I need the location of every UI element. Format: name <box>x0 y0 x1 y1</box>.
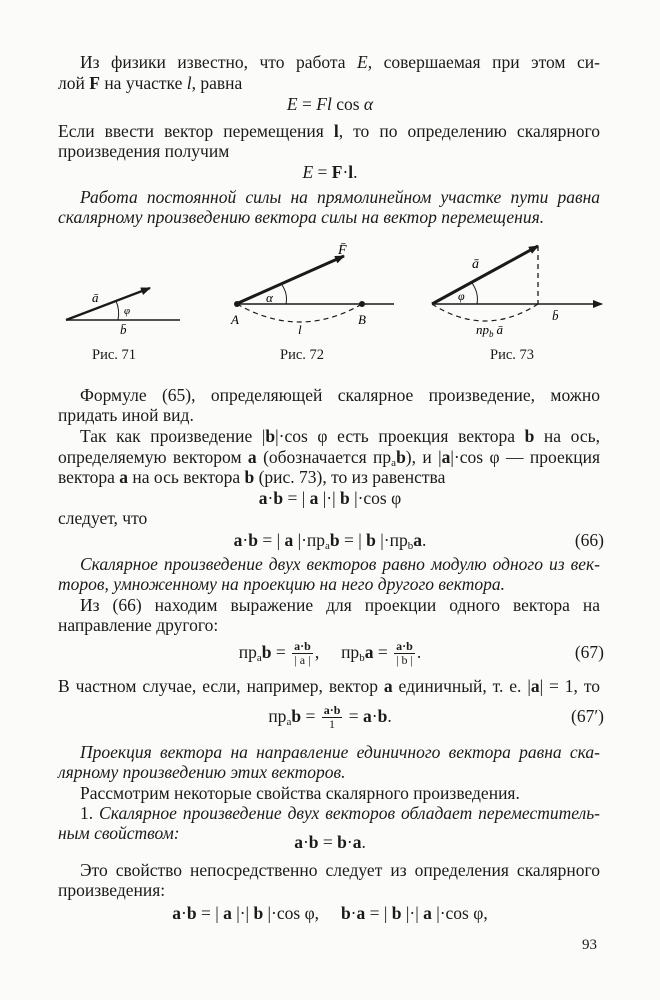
fig72-angle-arc <box>282 285 287 304</box>
theorem3-line2: лярному произведению этих векторов. <box>58 762 346 782</box>
theorem2-line2: торов, умноженному на проекцию на него другого вектора. <box>58 574 505 594</box>
fig72-point-B <box>359 301 365 307</box>
fig71-vector-a <box>66 288 150 320</box>
figure-72 <box>230 243 394 337</box>
fig71-caption: Рис. 71 <box>92 347 137 363</box>
fig71-label-b: b̄ <box>120 322 127 337</box>
paragraph4-line1: Так как произведение |b|·cos φ есть проекция вектора b на ось, <box>80 426 600 446</box>
formula-work: E = Fl cos α <box>286 94 374 114</box>
fig72-label-l: l <box>298 322 302 337</box>
fig71-angle-arc <box>116 301 119 320</box>
paragraph1-line1: Из физики известно, что работа E, совершаемая при этом си- <box>80 52 600 72</box>
property1-line2: ным свойством: <box>58 823 180 843</box>
formula-commutative: a·b = b·a. <box>294 832 366 852</box>
formula-dot: E = F·l. <box>302 162 358 182</box>
fig72-vector-F <box>236 256 344 304</box>
formula-67: $пр_ab$ = $\frac{a\cdot b}{| a |}$ , $пр_ba$ = $\frac{a\cdot b}{| b |}$ . <box>238 639 422 668</box>
fig73-label-phi: φ <box>458 289 465 303</box>
page-number: 93 <box>582 937 597 953</box>
follows-text: следует, что <box>58 508 148 528</box>
figure-73 <box>432 246 602 339</box>
paragraph8-line2: произведения: <box>58 880 166 900</box>
figure-71 <box>66 288 180 337</box>
fig73-angle-arc <box>472 283 477 304</box>
fig71-label-a: ā <box>92 290 99 305</box>
paragraph2-line2: произведения получим <box>58 141 230 161</box>
formula-67-prime: $пр_ab$ = $\frac{a\cdot b}{1}$ = a·b. <box>268 703 392 732</box>
formula-last: a·b = | a |·| b |·cos φ, b·a = | b |·| a |·cos φ, <box>172 903 488 923</box>
fig73-caption: Рис. 73 <box>490 347 535 363</box>
paragraph5-line1: Из (66) находим выражение для проекции одного вектора на <box>80 595 600 615</box>
paragraph7: Рассмотрим некоторые свойства скалярного произведения. <box>80 783 520 803</box>
paragraph1-line2: лой F на участке l, равна <box>58 73 243 93</box>
paragraph6: В частном случае, если, например, вектор a единичный, т. е. |a| = 1, то <box>58 676 600 696</box>
property1-line1: 1. Скалярное произведение двух векторов обладает переместитель- <box>80 803 600 823</box>
fig72-label-A: A <box>231 312 239 327</box>
equation-number-67-prime: (67′) <box>571 706 604 726</box>
fig72-caption: Рис. 72 <box>280 347 325 363</box>
theorem2-line1: Скалярное произведение двух векторов равно модулю одного из век- <box>80 554 600 574</box>
fig72-label-F: F̄ <box>338 243 347 258</box>
fig73-vector-a <box>432 246 538 304</box>
theorem3-line1: Проекция вектора на направление единичного вектора равна ска- <box>80 742 600 762</box>
fig72-label-B: B <box>358 312 366 327</box>
fig72-dashed-arc <box>237 304 362 322</box>
fig73-dashed-arc <box>432 304 538 321</box>
paragraph4-line3: вектора a на ось вектора b (рис. 73), то из равенства <box>58 467 446 487</box>
equation-number-66: (66) <box>574 530 604 550</box>
formula-eq1: a·b = | a |·| b |·cos φ <box>258 488 402 508</box>
theorem1-line1: Работа постоянной силы на прямолинейном участке пути равна <box>80 187 600 207</box>
formula-66: a·b = | a $|\cdot пр_ab$ = | b $|\cdot пр_ba$. <box>233 530 427 552</box>
fig71-label-phi: φ <box>124 305 131 317</box>
paragraph5-line2: направление другого: <box>58 615 219 635</box>
fig73-label-proj: $пр_b$ ā <box>476 322 503 339</box>
paragraph4-line2: определяемую вектором a (обозначается $пр_ab$), и |a|·cos φ — проекция <box>58 447 600 469</box>
equation-number-67: (67) <box>574 642 604 662</box>
paragraph8-line1: Это свойство непосредственно следует из определения скалярного <box>80 860 600 880</box>
paragraph2-line1: Если ввести вектор перемещения l, то по определению скалярного <box>58 121 600 141</box>
fig73-label-a: ā <box>472 257 479 272</box>
paragraph3-line1: Формуле (65), определяющей скалярное произведение, можно <box>80 385 600 405</box>
fig72-label-alpha: α <box>266 290 273 305</box>
paragraph3-line2: придать иной вид. <box>58 405 194 425</box>
theorem1-line2: скалярному произведению вектора силы на вектор перемещения. <box>58 207 545 227</box>
fig73-label-b: b̄ <box>552 308 559 323</box>
